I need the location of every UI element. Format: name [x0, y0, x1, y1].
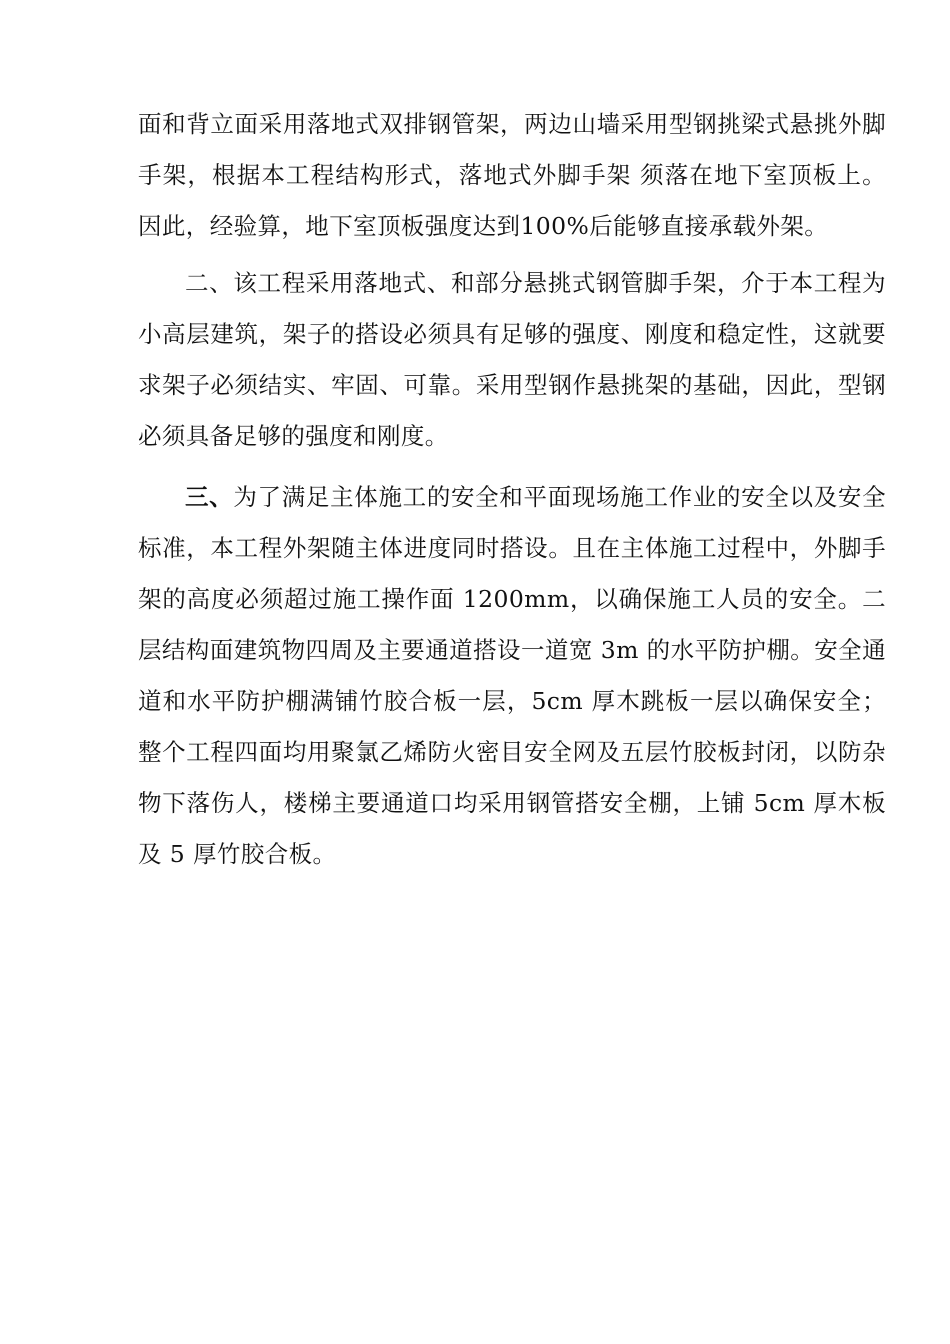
paragraph-section-three [138, 472, 886, 880]
paragraph-section-two: 二、该工程采用落地式、和部分悬挑式钢管脚手架，介于本工程为小高层建筑，架子的搭设必须具有足够的强度、刚度和稳定性，这就要求架子必须结实、牢固、可靠。采用型钢作悬挑架的基础，因此，型钢必须具备足够的强度和刚度。 [138, 269, 886, 450]
paragraph-continuation: 面和背立面采用落地式双排钢管架，两边山墙采用型钢挑梁式悬挑外脚手架，根据本工程结构形式，落地式外脚手架 须落在地下室顶板上。因此，经验算，地下室顶板强度达到100%后能够直接承载外架。 [138, 110, 886, 240]
section-three-heading: 三、 [185, 483, 234, 511]
document-body [138, 99, 886, 880]
section-three-text: 为了满足主体施工的安全和平面现场施工作业的安全以及安全标准，本工程外架随主体进度同时搭设。且在主体施工过程中，外脚手架的高度必须超过施工操作面 1200mm，以确保施工人员的安全。二层结构面建筑物四周及主要通道搭设一道宽 3m 的水平防护棚。安全通道和水平防护棚满铺竹胶合板一层，5cm 厚木跳板一层以确保安全；整个工程四面均用聚氯乙烯防火密目安全网及五层竹胶板封闭，以防杂物下落伤人，楼梯主要通道口均采用钢管搭安全棚，上铺 5cm 厚木板及 5 厚竹胶合板。 [138, 483, 886, 868]
